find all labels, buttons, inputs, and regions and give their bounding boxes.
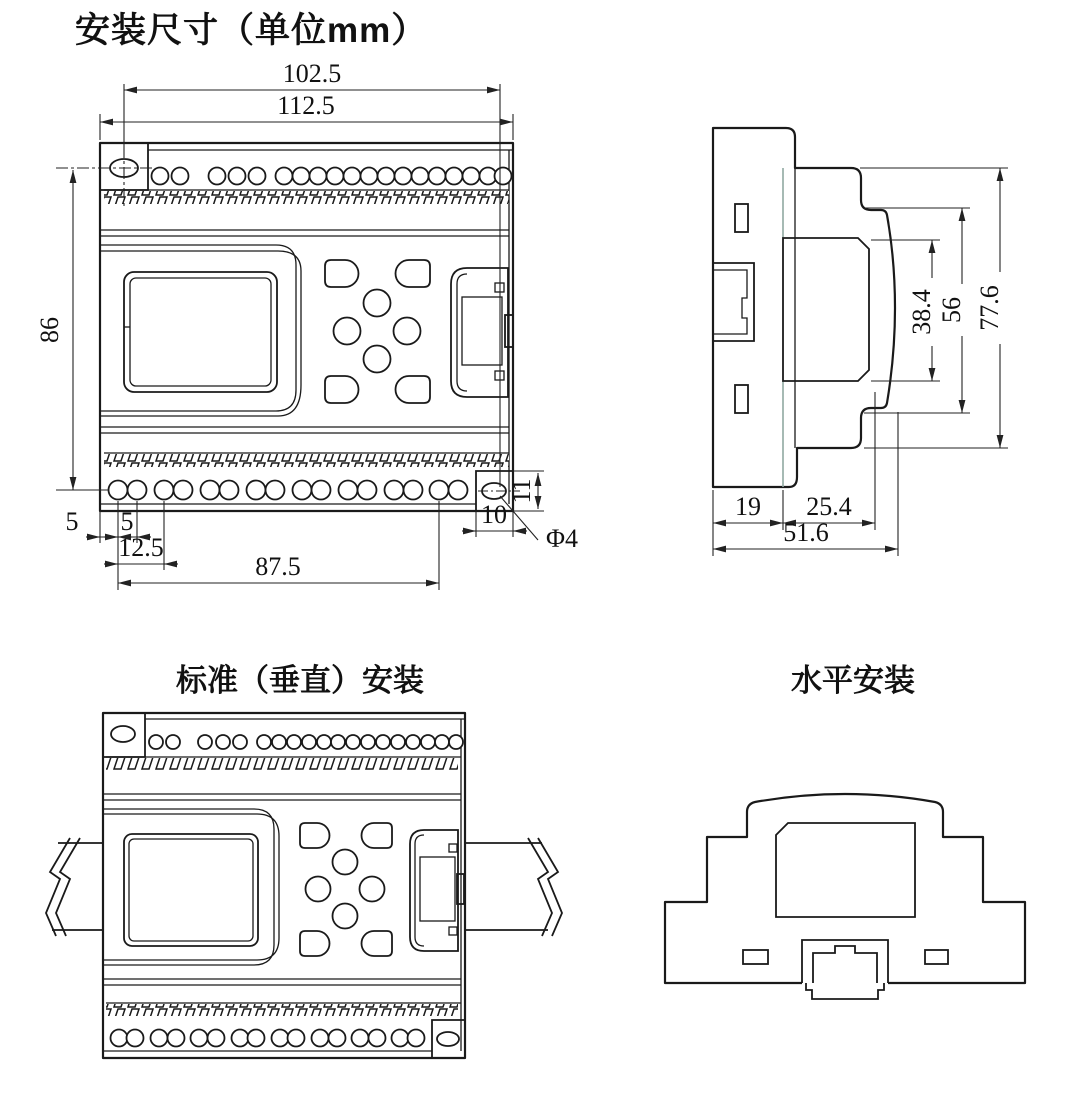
side-device bbox=[713, 128, 895, 487]
dim-hole-diameter-label: Φ4 bbox=[545, 524, 579, 553]
dim-height bbox=[35, 170, 108, 490]
vertical-device bbox=[103, 713, 465, 1058]
dim-hole-span-label: 102.5 bbox=[282, 59, 342, 88]
dim-terminal-offset-label: 5 bbox=[120, 507, 134, 536]
dim-terminal-span-label: 87.5 bbox=[255, 552, 301, 581]
dim-total-depth-label: 51.6 bbox=[783, 518, 829, 547]
dim-base-depth-label: 19 bbox=[735, 492, 761, 521]
dim-tab-height-label: 11 bbox=[507, 478, 536, 504]
vertical-mount-label: 标准（垂直）安装 bbox=[176, 663, 424, 698]
dim-tab-width-label: 10 bbox=[481, 500, 507, 529]
dim-mid-depth-label: 25.4 bbox=[806, 492, 852, 521]
dim-face-height-label: 56 bbox=[937, 297, 966, 323]
dim-total-width-label: 112.5 bbox=[277, 91, 335, 120]
bottom-mounting-hole-v bbox=[437, 1032, 459, 1046]
horizontal-mount-view bbox=[665, 663, 1025, 999]
dim-height-label: 86 bbox=[35, 317, 64, 343]
side-view bbox=[713, 128, 1008, 556]
dim-total-height-label: 77.6 bbox=[975, 285, 1004, 331]
front-device bbox=[56, 143, 520, 511]
top-vent-slots bbox=[104, 190, 509, 204]
vertical-mount-view bbox=[46, 663, 562, 1058]
top-vent-slots-v bbox=[106, 757, 461, 770]
dim-edge-offset-label: 5 bbox=[65, 507, 79, 536]
horizontal-mount-label: 水平安装 bbox=[791, 663, 915, 698]
dim-terminal-pitch-label: 12.5 bbox=[118, 533, 164, 562]
horizontal-device bbox=[665, 794, 1025, 999]
side-outline bbox=[713, 128, 895, 487]
dim-total-width bbox=[100, 91, 513, 140]
bottom-vent-slots-v bbox=[106, 1003, 461, 1016]
dim-panel-height-label: 38.4 bbox=[907, 289, 936, 335]
bottom-vent-slots bbox=[104, 453, 509, 467]
dim-bottom-chain bbox=[66, 501, 440, 590]
page-title: 安装尺寸（单位mm） bbox=[75, 11, 428, 50]
top-mounting-hole-v bbox=[111, 726, 135, 742]
front-view bbox=[35, 59, 578, 590]
